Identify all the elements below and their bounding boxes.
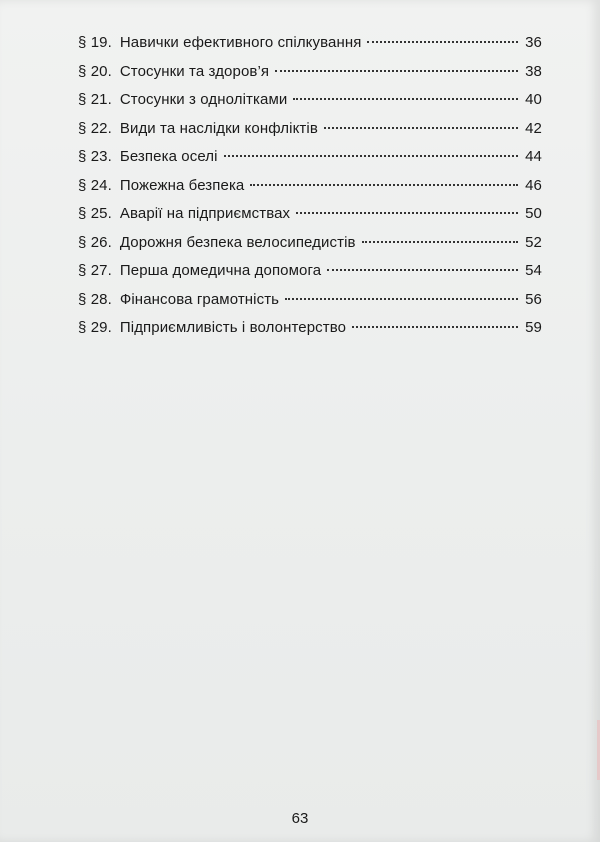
toc-page-number: 54 [525, 262, 542, 279]
toc-page-number: 52 [525, 233, 542, 251]
toc-section-number: § 23. [78, 148, 112, 165]
toc-entry [78, 148, 542, 177]
toc-section-number: § 20. [78, 62, 112, 80]
toc-leader-dots [275, 70, 518, 72]
toc-entry [78, 262, 542, 291]
toc-leader-dots [224, 155, 518, 157]
toc-entry [78, 205, 542, 234]
toc-section-title: Види та наслідки конфліктів [119, 119, 318, 137]
page-number: 63 [291, 810, 309, 827]
toc-leader-dots [362, 241, 518, 243]
toc-section-title: Навички ефективного спілкування [119, 34, 362, 51]
toc-leader-dots [296, 212, 518, 214]
toc-section-title: Підприємливість і волонтерство [119, 319, 347, 336]
toc-page-number: 59 [525, 319, 542, 336]
toc-entry [78, 120, 542, 149]
toc-entry [78, 63, 542, 92]
toc-section-title: Стосунки з однолітками [119, 91, 288, 108]
toc-page-number: 38 [525, 62, 542, 80]
toc-entry [78, 91, 542, 120]
toc-page-number: 44 [525, 148, 542, 165]
toc-entry [78, 319, 542, 348]
table-of-contents [78, 34, 542, 348]
toc-entry [78, 291, 542, 320]
toc-section-title: Безпека оселі [119, 148, 218, 165]
toc-section-number: § 25. [78, 205, 112, 222]
toc-page-number: 46 [525, 176, 542, 194]
toc-section-title: Дорожня безпека велосипедистів [119, 233, 356, 251]
toc-section-title: Пожежна безпека [119, 176, 245, 194]
toc-leader-dots [352, 326, 518, 328]
toc-page-number: 42 [525, 119, 542, 137]
toc-page-number: 40 [525, 91, 542, 108]
toc-section-number: § 21. [78, 91, 112, 108]
toc-leader-dots [293, 98, 518, 100]
toc-entry [78, 34, 542, 63]
toc-page-number: 36 [525, 34, 542, 51]
toc-section-number: § 24. [78, 176, 112, 194]
toc-leader-dots [327, 269, 518, 271]
toc-section-number: § 28. [78, 290, 112, 308]
toc-section-number: § 27. [78, 262, 112, 279]
toc-section-title: Стосунки та здоров’я [119, 62, 270, 80]
toc-page-number: 50 [525, 205, 542, 222]
toc-leader-dots [285, 298, 518, 300]
toc-page-number: 56 [525, 290, 542, 308]
toc-entry [78, 234, 542, 263]
toc-section-title: Аварії на підприємствах [119, 205, 291, 222]
toc-section-title: Перша домедична допомога [119, 262, 322, 279]
toc-section-number: § 26. [78, 233, 112, 251]
toc-section-number: § 19. [78, 34, 112, 51]
toc-leader-dots [367, 41, 518, 43]
toc-leader-dots [324, 127, 518, 129]
toc-section-title: Фінансова грамотність [119, 290, 280, 308]
toc-leader-dots [250, 184, 518, 186]
toc-section-number: § 29. [78, 319, 112, 336]
toc-section-number: § 22. [78, 119, 112, 137]
toc-entry [78, 177, 542, 206]
